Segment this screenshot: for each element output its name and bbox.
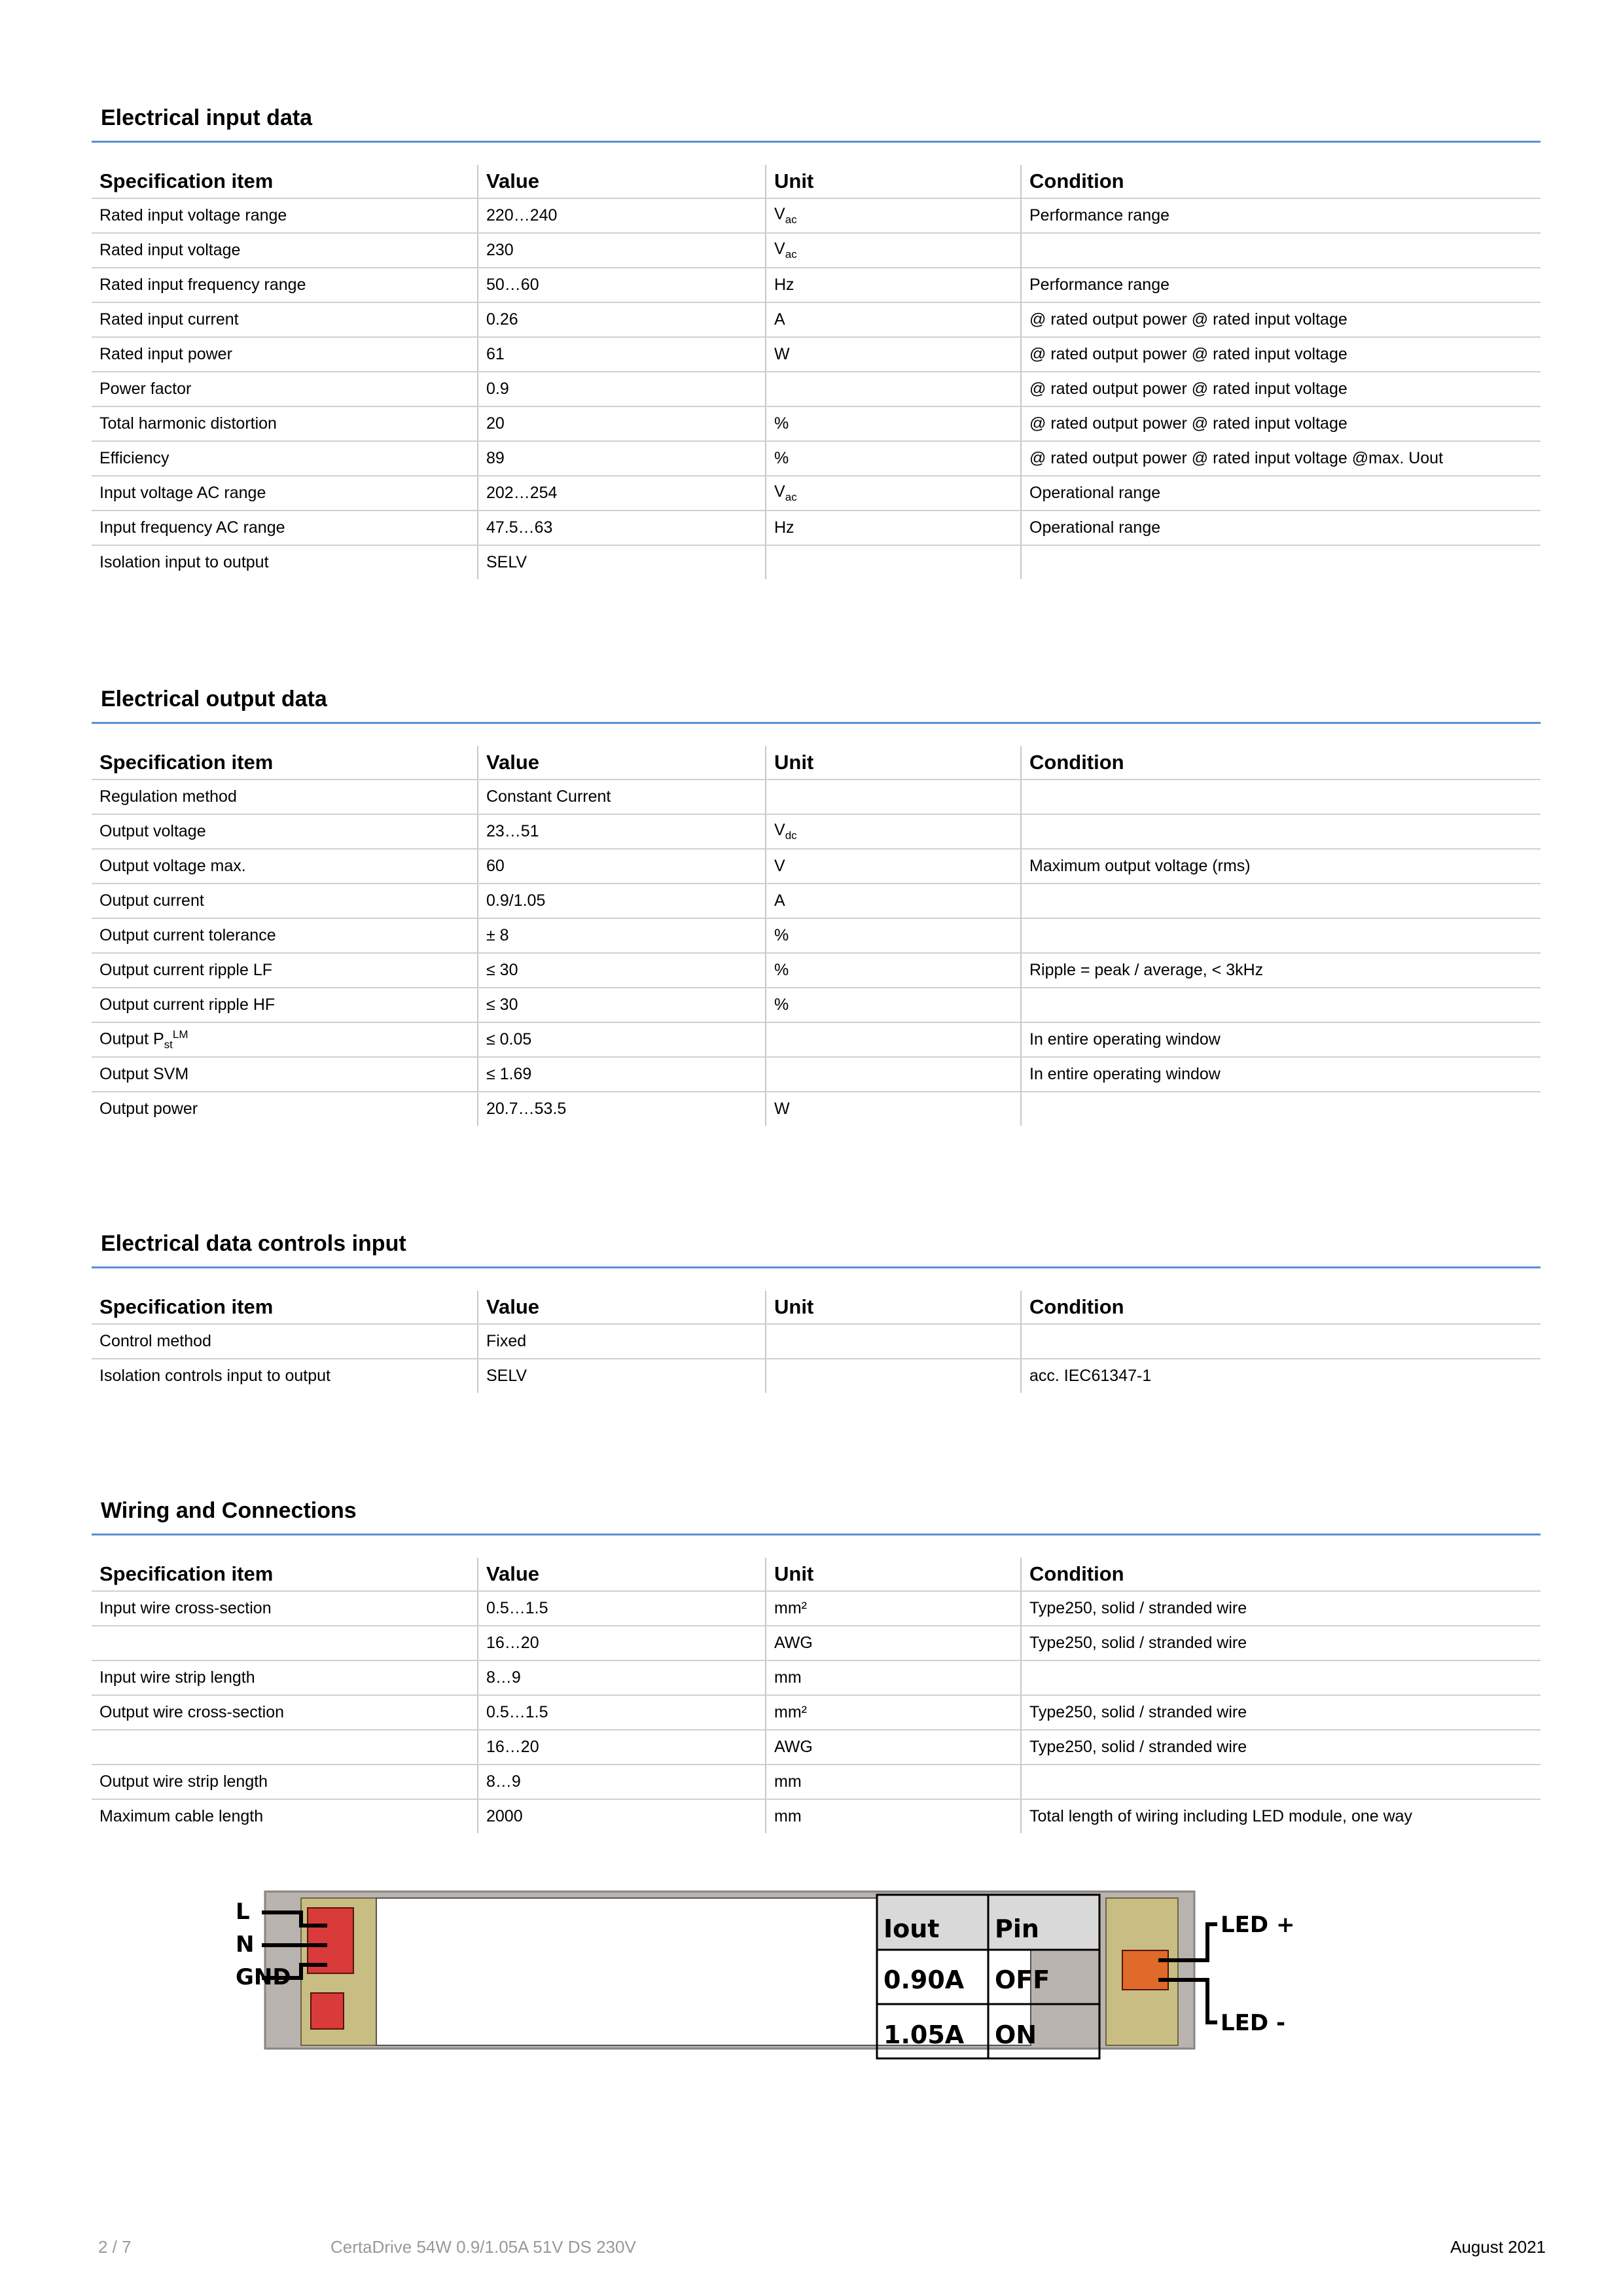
table-cell: @ rated output power @ rated input voltage <box>1021 372 1541 406</box>
table-cell <box>766 545 1021 579</box>
table-row <box>92 1626 1541 1660</box>
table-row <box>92 476 1541 511</box>
table-row <box>92 1591 1541 1626</box>
table-cell: Input wire cross-section <box>92 1591 478 1626</box>
table-cell: Output wire cross-section <box>92 1695 478 1730</box>
table-cell: % <box>766 406 1021 441</box>
table-row <box>92 1660 1541 1695</box>
table-row <box>92 1092 1541 1126</box>
table-row <box>92 545 1541 579</box>
section-title: Electrical output data <box>92 681 1541 724</box>
table-cell: V <box>766 849 1021 884</box>
column-header: Unit <box>766 1558 1021 1591</box>
table-cell: In entire operating window <box>1021 1022 1541 1057</box>
table-cell: ± 8 <box>478 918 766 953</box>
table-cell: 61 <box>478 337 766 372</box>
column-header: Value <box>478 746 766 780</box>
table-cell: acc. IEC61347-1 <box>1021 1359 1541 1393</box>
column-header: Value <box>478 165 766 198</box>
column-header: Condition <box>1021 1291 1541 1324</box>
table-cell <box>766 1324 1021 1359</box>
table-header-row <box>92 746 1541 780</box>
table-cell: mm <box>766 1799 1021 1833</box>
table-cell <box>1021 1092 1541 1126</box>
table-cell: mm <box>766 1660 1021 1695</box>
table-cell <box>766 1359 1021 1393</box>
table-cell: % <box>766 441 1021 476</box>
table-row <box>92 1324 1541 1359</box>
label-n: N <box>236 1931 255 1958</box>
table-header-row <box>92 1291 1541 1324</box>
table-cell: Ripple = peak / average, < 3kHz <box>1021 953 1541 988</box>
table-cell: $V_{ac}$ <box>766 198 1021 233</box>
switch-table-cell: Iout <box>883 1914 940 1943</box>
column-header: Specification item <box>92 1558 478 1591</box>
table-cell: ≤ 0.05 <box>478 1022 766 1057</box>
table-cell: 60 <box>478 849 766 884</box>
table-cell: Maximum cable length <box>99 1807 264 1825</box>
table-cell: A <box>766 302 1021 337</box>
table-cell: 0.9 <box>478 372 766 406</box>
table-row <box>92 1765 1541 1799</box>
table-cell: 16…20 <box>478 1730 766 1765</box>
table-cell <box>766 1057 1021 1092</box>
table-cell: Rated input current <box>92 302 478 337</box>
table-cell: SELV <box>478 1359 766 1393</box>
switch-table-cell: 0.90A <box>883 1965 965 1994</box>
table-cell: Hz <box>766 511 1021 545</box>
table-cell <box>92 1626 478 1660</box>
table-cell: ≤ 30 <box>478 953 766 988</box>
switch-table-cell: OFF <box>995 1965 1050 1994</box>
table-cell: ≤ 30 <box>478 988 766 1022</box>
section-title: Wiring and Connections <box>92 1492 1541 1535</box>
table-row <box>92 268 1541 302</box>
table-cell: AWG <box>766 1626 1021 1660</box>
table-cell: 20.7…53.5 <box>478 1092 766 1126</box>
table-row <box>92 1730 1541 1765</box>
table-row <box>92 814 1541 849</box>
table-cell: mm² <box>766 1591 1021 1626</box>
section-title: Electrical input data <box>92 99 1541 143</box>
table-cell: @ rated output power @ rated input voltage <box>1021 302 1541 337</box>
table-cell: $V_{ac}$ <box>766 233 1021 268</box>
table-cell <box>1021 1660 1541 1695</box>
footer-product-name: CertaDrive 54W 0.9/1.05A 51V DS 230V <box>330 2237 636 2257</box>
column-header: Unit <box>766 165 1021 198</box>
table-cell <box>1021 988 1541 1022</box>
table-cell: Output voltage max. <box>92 849 478 884</box>
table-cell: Rated input frequency range <box>92 268 478 302</box>
table-cell: @ rated output power @ rated input voltage <box>1021 406 1541 441</box>
table-cell: Total length of wiring including LED module, one way <box>1021 1799 1541 1833</box>
table-cell: 220…240 <box>478 198 766 233</box>
table-cell: 202…254 <box>478 476 766 511</box>
label-led-plus: LED + <box>1221 1912 1295 1938</box>
table-cell: 0.5…1.5 <box>478 1695 766 1730</box>
table-cell: Output SVM <box>92 1057 478 1092</box>
table-cell: 50…60 <box>478 268 766 302</box>
table-cell <box>1021 814 1541 849</box>
table-cell: Input wire strip length <box>92 1660 478 1695</box>
table-cell: % <box>766 988 1021 1022</box>
label-gnd: GND <box>236 1964 291 1990</box>
section-electrical-data-controls-input <box>92 1225 1541 1393</box>
column-header: Specification item <box>92 746 478 780</box>
table-row <box>92 337 1541 372</box>
table-cell: Input voltage AC range <box>92 476 478 511</box>
spec-table <box>92 1558 1541 1833</box>
table-row <box>92 953 1541 988</box>
table-cell <box>1021 1324 1541 1359</box>
column-header: Condition <box>1021 165 1541 198</box>
table-cell: Output power <box>99 1100 198 1118</box>
spec-table <box>92 746 1541 1126</box>
table-cell: A <box>766 884 1021 918</box>
table-cell: Fixed <box>478 1324 766 1359</box>
output-connector <box>1122 1950 1168 1990</box>
column-header: Unit <box>766 746 1021 780</box>
table-row <box>92 884 1541 918</box>
table-cell: 8…9 <box>478 1765 766 1799</box>
switch-table-cell: 1.05A <box>883 2020 965 2049</box>
table-cell: W <box>766 337 1021 372</box>
table-cell: 8…9 <box>478 1660 766 1695</box>
table-row <box>92 198 1541 233</box>
table-cell: W <box>766 1092 1021 1126</box>
table-cell: Output current <box>92 884 478 918</box>
section-title: Electrical data controls input <box>92 1225 1541 1268</box>
switch-table-cell: ON <box>995 2020 1037 2049</box>
table-cell: mm² <box>766 1695 1021 1730</box>
table-cell: Output voltage <box>92 814 478 849</box>
table-cell: 16…20 <box>478 1626 766 1660</box>
table-row <box>92 302 1541 337</box>
column-header: Condition <box>1021 746 1541 780</box>
table-cell: Control method <box>92 1324 478 1359</box>
table-cell <box>766 780 1021 814</box>
table-cell: 20 <box>478 406 766 441</box>
table-cell: 0.9/1.05 <box>478 884 766 918</box>
column-header: Condition <box>1021 1558 1541 1591</box>
wiring-diagram <box>236 1872 1295 2088</box>
table-cell: @ rated output power @ rated input voltage <box>1021 337 1541 372</box>
table-cell: Type250, solid / stranded wire <box>1021 1730 1541 1765</box>
spec-table <box>92 1291 1541 1393</box>
table-cell: $V_{dc}$ <box>766 814 1021 849</box>
switch-table-cell: Pin <box>995 1914 1039 1943</box>
table-row <box>92 1799 1541 1833</box>
table-cell: @ rated output power @ rated input voltage @max. Uout <box>1021 441 1541 476</box>
table-cell: Isolation input to output <box>99 553 269 571</box>
table-cell: Constant Current <box>478 780 766 814</box>
table-cell: ≤ 1.69 <box>478 1057 766 1092</box>
table-cell: 2000 <box>478 1799 766 1833</box>
section-electrical-output-data <box>92 681 1541 1126</box>
table-row <box>92 372 1541 406</box>
label-l: L <box>236 1899 250 1925</box>
table-cell: In entire operating window <box>1021 1057 1541 1092</box>
table-cell <box>1021 884 1541 918</box>
table-row <box>92 988 1541 1022</box>
column-header: Unit <box>766 1291 1021 1324</box>
table-cell: Output current ripple LF <box>92 953 478 988</box>
table-cell: % <box>766 918 1021 953</box>
table-cell: Performance range <box>1021 268 1541 302</box>
footer-page-number: 2 / 7 <box>98 2237 132 2257</box>
column-header: Value <box>478 1558 766 1591</box>
table-cell: 89 <box>478 441 766 476</box>
table-cell: Rated input voltage <box>92 233 478 268</box>
table-row <box>92 1057 1541 1092</box>
table-row <box>92 511 1541 545</box>
table-row <box>92 441 1541 476</box>
table-cell <box>1021 1765 1541 1799</box>
table-cell: 47.5…63 <box>478 511 766 545</box>
table-cell: AWG <box>766 1730 1021 1765</box>
table-cell: Hz <box>766 268 1021 302</box>
table-cell: Output current ripple HF <box>92 988 478 1022</box>
table-cell: Operational range <box>1021 476 1541 511</box>
table-cell: % <box>766 953 1021 988</box>
table-row <box>92 780 1541 814</box>
table-cell: 23…51 <box>478 814 766 849</box>
table-cell: Maximum output voltage (rms) <box>1021 849 1541 884</box>
table-cell: SELV <box>478 545 766 579</box>
table-cell <box>92 1730 478 1765</box>
table-row <box>92 1022 1541 1057</box>
table-row <box>92 233 1541 268</box>
table-header-row <box>92 165 1541 198</box>
label-led-minus: LED - <box>1221 2010 1286 2036</box>
table-row <box>92 406 1541 441</box>
section-wiring-and-connections <box>92 1492 1541 1833</box>
table-cell: Type250, solid / stranded wire <box>1021 1626 1541 1660</box>
table-cell <box>1021 918 1541 953</box>
table-cell: Performance range <box>1021 198 1541 233</box>
table-row <box>92 849 1541 884</box>
table-cell <box>766 1022 1021 1057</box>
column-header: Specification item <box>92 1291 478 1324</box>
table-cell: mm <box>766 1765 1021 1799</box>
table-cell: Rated input voltage range <box>92 198 478 233</box>
table-cell: Output current tolerance <box>92 918 478 953</box>
table-cell <box>1021 780 1541 814</box>
table-cell: Operational range <box>1021 511 1541 545</box>
table-cell: Isolation controls input to output <box>99 1367 331 1385</box>
table-cell: Rated input power <box>92 337 478 372</box>
table-cell: Total harmonic distortion <box>92 406 478 441</box>
table-cell: Type250, solid / stranded wire <box>1021 1695 1541 1730</box>
table-cell <box>766 372 1021 406</box>
table-cell: 230 <box>478 233 766 268</box>
table-header-row <box>92 1558 1541 1591</box>
table-cell: $V_{ac}$ <box>766 476 1021 511</box>
table-cell: Efficiency <box>92 441 478 476</box>
table-cell: Regulation method <box>92 780 478 814</box>
table-row <box>92 918 1541 953</box>
column-header: Specification item <box>92 165 478 198</box>
table-cell: Output $P_{st}^{LM}$ <box>92 1022 478 1057</box>
spec-table <box>92 165 1541 579</box>
column-header: Value <box>478 1291 766 1324</box>
dip-switch <box>311 1993 344 2029</box>
section-electrical-input-data <box>92 99 1541 579</box>
table-cell: Type250, solid / stranded wire <box>1021 1591 1541 1626</box>
table-cell: 0.5…1.5 <box>478 1591 766 1626</box>
footer-date: August 2021 <box>1450 2237 1546 2257</box>
table-cell: Input frequency AC range <box>92 511 478 545</box>
table-cell: 0.26 <box>478 302 766 337</box>
table-row <box>92 1359 1541 1393</box>
table-cell <box>1021 233 1541 268</box>
table-cell: Power factor <box>92 372 478 406</box>
table-cell: Output wire strip length <box>92 1765 478 1799</box>
table-row <box>92 1695 1541 1730</box>
table-cell <box>1021 545 1541 579</box>
